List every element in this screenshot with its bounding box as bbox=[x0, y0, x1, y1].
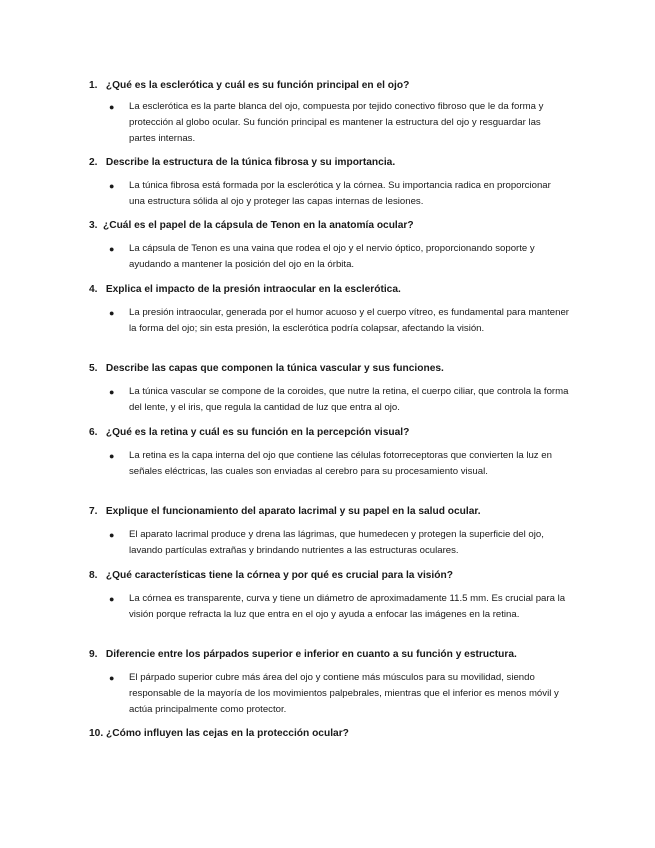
question-heading bbox=[89, 283, 609, 297]
answer-text: El aparato lacrimal produce y drena las lágrimas, que humedecen y protegen la superficie del ojo, lavando partículas extrañas y brindando nutrientes a las estructuras oculares. bbox=[129, 529, 544, 557]
question-number: 4. bbox=[89, 284, 98, 295]
bullet-icon: ● bbox=[109, 308, 115, 318]
question-number: 9. bbox=[89, 649, 98, 660]
question-text: Explica el impacto de la presión intraocular en la esclerótica. bbox=[105, 284, 401, 295]
question-text: ¿Cómo influyen las cejas en la protección ocular? bbox=[106, 728, 349, 739]
question-number: 2. bbox=[89, 157, 98, 168]
bullet-icon: ● bbox=[109, 451, 115, 461]
question-heading bbox=[89, 569, 609, 583]
question-text: ¿Qué características tiene la córnea y por qué es crucial para la visión? bbox=[105, 570, 453, 581]
question-text: Describe la estructura de la túnica fibrosa y su importancia. bbox=[105, 157, 396, 168]
question-heading bbox=[89, 426, 609, 440]
question-number: 7. bbox=[89, 506, 98, 517]
question-heading bbox=[89, 156, 609, 170]
question-number: 6. bbox=[89, 427, 98, 438]
answer-text: La túnica vascular se compone de la coroides, que nutre la retina, el cuerpo ciliar, que controla la forma del lente, y el iris, que regula la cantidad de luz que entra al ojo. bbox=[129, 386, 569, 414]
question-number: 5. bbox=[89, 363, 98, 374]
question-text: ¿Qué es la esclerótica y cuál es su función principal en el ojo? bbox=[105, 80, 410, 91]
bullet-icon: ● bbox=[109, 244, 115, 254]
question-heading bbox=[89, 362, 609, 376]
bullet-icon: ● bbox=[109, 673, 115, 683]
question-heading bbox=[89, 727, 609, 741]
question-heading bbox=[89, 505, 609, 519]
question-heading bbox=[89, 79, 609, 93]
question-number: 1. bbox=[89, 80, 98, 91]
question-number: 8. bbox=[89, 570, 98, 581]
question-text: ¿Qué es la retina y cuál es su función en la percepción visual? bbox=[105, 427, 410, 438]
bullet-icon: ● bbox=[109, 387, 115, 397]
question-text: Describe las capas que componen la túnica vascular y sus funciones. bbox=[105, 363, 444, 374]
answer-text: La retina es la capa interna del ojo que contiene las células fotorreceptoras que convierten la luz en señales eléctricas, las cuales son enviadas al cerebro para su procesamiento visual. bbox=[129, 450, 552, 478]
answer-text: La cápsula de Tenon es una vaina que rodea el ojo y el nervio óptico, proporcionando soporte y ayudando a mantener la posición del ojo en la órbita. bbox=[129, 243, 535, 271]
bullet-icon: ● bbox=[109, 181, 115, 191]
question-text: Explique el funcionamiento del aparato lacrimal y su papel en la salud ocular. bbox=[105, 506, 481, 517]
question-heading bbox=[89, 648, 609, 662]
answer-text: La córnea es transparente, curva y tiene un diámetro de aproximadamente 11.5 mm. Es crucial para la visión porque refracta la luz que entra en el ojo y ayuda a enfocar las imágenes en la retina. bbox=[129, 593, 566, 621]
question-number: 3. bbox=[89, 220, 98, 231]
answer-text: El párpado superior cubre más área del ojo y contiene más músculos para su movilidad, siendo responsable de la mayoría de los movimientos palpebrales, mientras que el inferior es menos móvil y actúa principalmente como protector. bbox=[129, 672, 559, 716]
question-text: ¿Cuál es el papel de la cápsula de Tenon en la anatomía ocular? bbox=[103, 220, 414, 231]
bullet-icon: ● bbox=[109, 594, 115, 604]
answer-text: La presión intraocular, generada por el humor acuoso y el cuerpo vítreo, es fundamental para mantener la forma del ojo; sin esta presión, la esclerótica podría colapsar, afectando la visión. bbox=[129, 307, 569, 335]
question-heading bbox=[89, 219, 609, 233]
question-number: 10. bbox=[89, 728, 104, 739]
bullet-icon: ● bbox=[109, 530, 115, 540]
bullet-icon: ● bbox=[109, 102, 115, 112]
answer-text: La esclerótica es la parte blanca del ojo, compuesta por tejido conectivo fibroso que le da forma y protección al globo ocular. Su función principal es mantener la estructura del ojo y resguardar las partes internas. bbox=[129, 101, 544, 145]
question-text: Diferencie entre los párpados superior e inferior en cuanto a su función y estructura. bbox=[105, 649, 517, 660]
answer-text: La túnica fibrosa está formada por la esclerótica y la córnea. Su importancia radica en proporcionar una estructura sólida al ojo y proteger las capas internas de lesiones. bbox=[129, 180, 551, 208]
